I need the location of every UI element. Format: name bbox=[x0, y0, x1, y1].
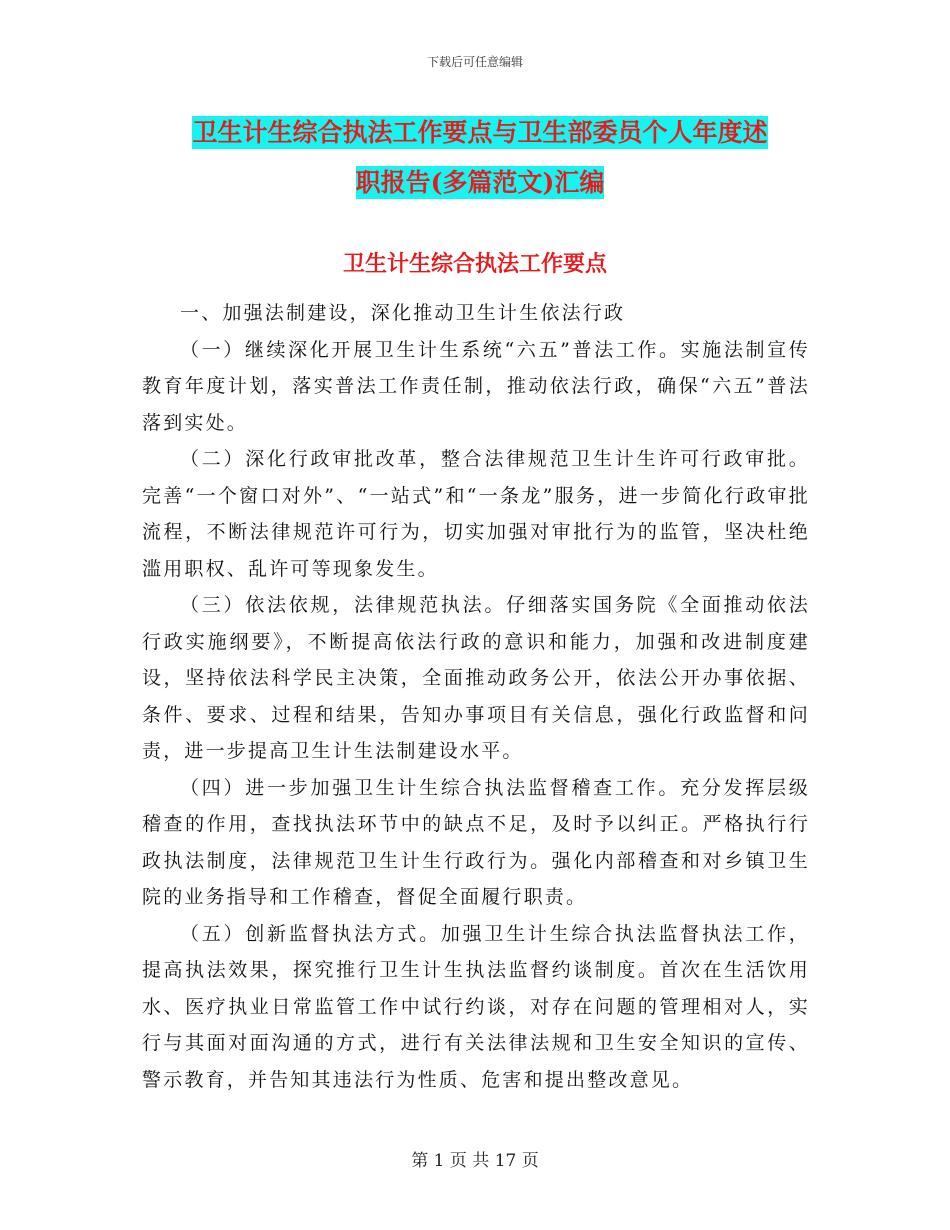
paragraph-heading-1: 一、加强法制建设，深化推动卫生计生依法行政 bbox=[180, 302, 626, 324]
paragraph-2: （二）深化行政审批改革，整合法律规范卫生计生许可行政审批。完善“一个窗口对外”、“一站式”和“一条龙”服务，进一步简化行政审批流程，不断法律规范许可行为，切实加强对审批行为的监管，坚决杜绝滥用职权、乱许可等现象发生。 bbox=[142, 448, 810, 580]
paragraph-5: （五）创新监督执法方式。加强卫生计生综合执法监督执法工作，提高执法效果，探究推行卫生计生执法监督约谈制度。首次在生活饮用水、医疗执业日常监管工作中试行约谈，对存在问题的管理相对人，实行与其面对面沟通的方式，进行有关法律法规和卫生安全知识的宣传、警示教育，并告知其违法行为性质、危害和提出整改意见。 bbox=[142, 922, 810, 1091]
page-number-footer: 第 1 页 共 17 页 bbox=[411, 1151, 539, 1171]
paragraph-1: （一）继续深化开展卫生计生系统“六五”普法工作。实施法制宣传教育年度计划，落实普法工作责任制，推动依法行政，确保“六五”普法落到实处。 bbox=[142, 338, 810, 434]
paragraph-4: （四）进一步加强卫生计生综合执法监督稽查工作。充分发挥层级稽查的作用，查找执法环节中的缺点不足，及时予以纠正。严格执行行政执法制度，法律规范卫生计生行政行为。强化内部稽查和对乡镇卫生院的业务指导和工作稽查，督促全面履行职责。 bbox=[142, 776, 810, 908]
section-title: 卫生计生综合执法工作要点 bbox=[342, 251, 607, 277]
title-line-2: 职报告(多篇范文)汇编 bbox=[355, 168, 605, 197]
body-text bbox=[142, 295, 810, 1098]
header-note: 下载后可任意编辑 bbox=[426, 55, 523, 69]
paragraph-3: （三）依法依规，法律规范执法。仔细落实国务院《全面推动依法行政实施纲要》，不断提高依法行政的意识和能力，加强和改进制度建设，坚持依法科学民主决策，全面推动政务公开，依法公开办事依据、条件、要求、过程和结果，告知办事项目有关信息，强化行政监督和问责，进一步提高卫生计生法制建设水平。 bbox=[142, 594, 810, 762]
document-title bbox=[140, 108, 820, 208]
title-line-1: 卫生计生综合执法工作要点与卫生部委员个人年度述 bbox=[192, 118, 768, 147]
